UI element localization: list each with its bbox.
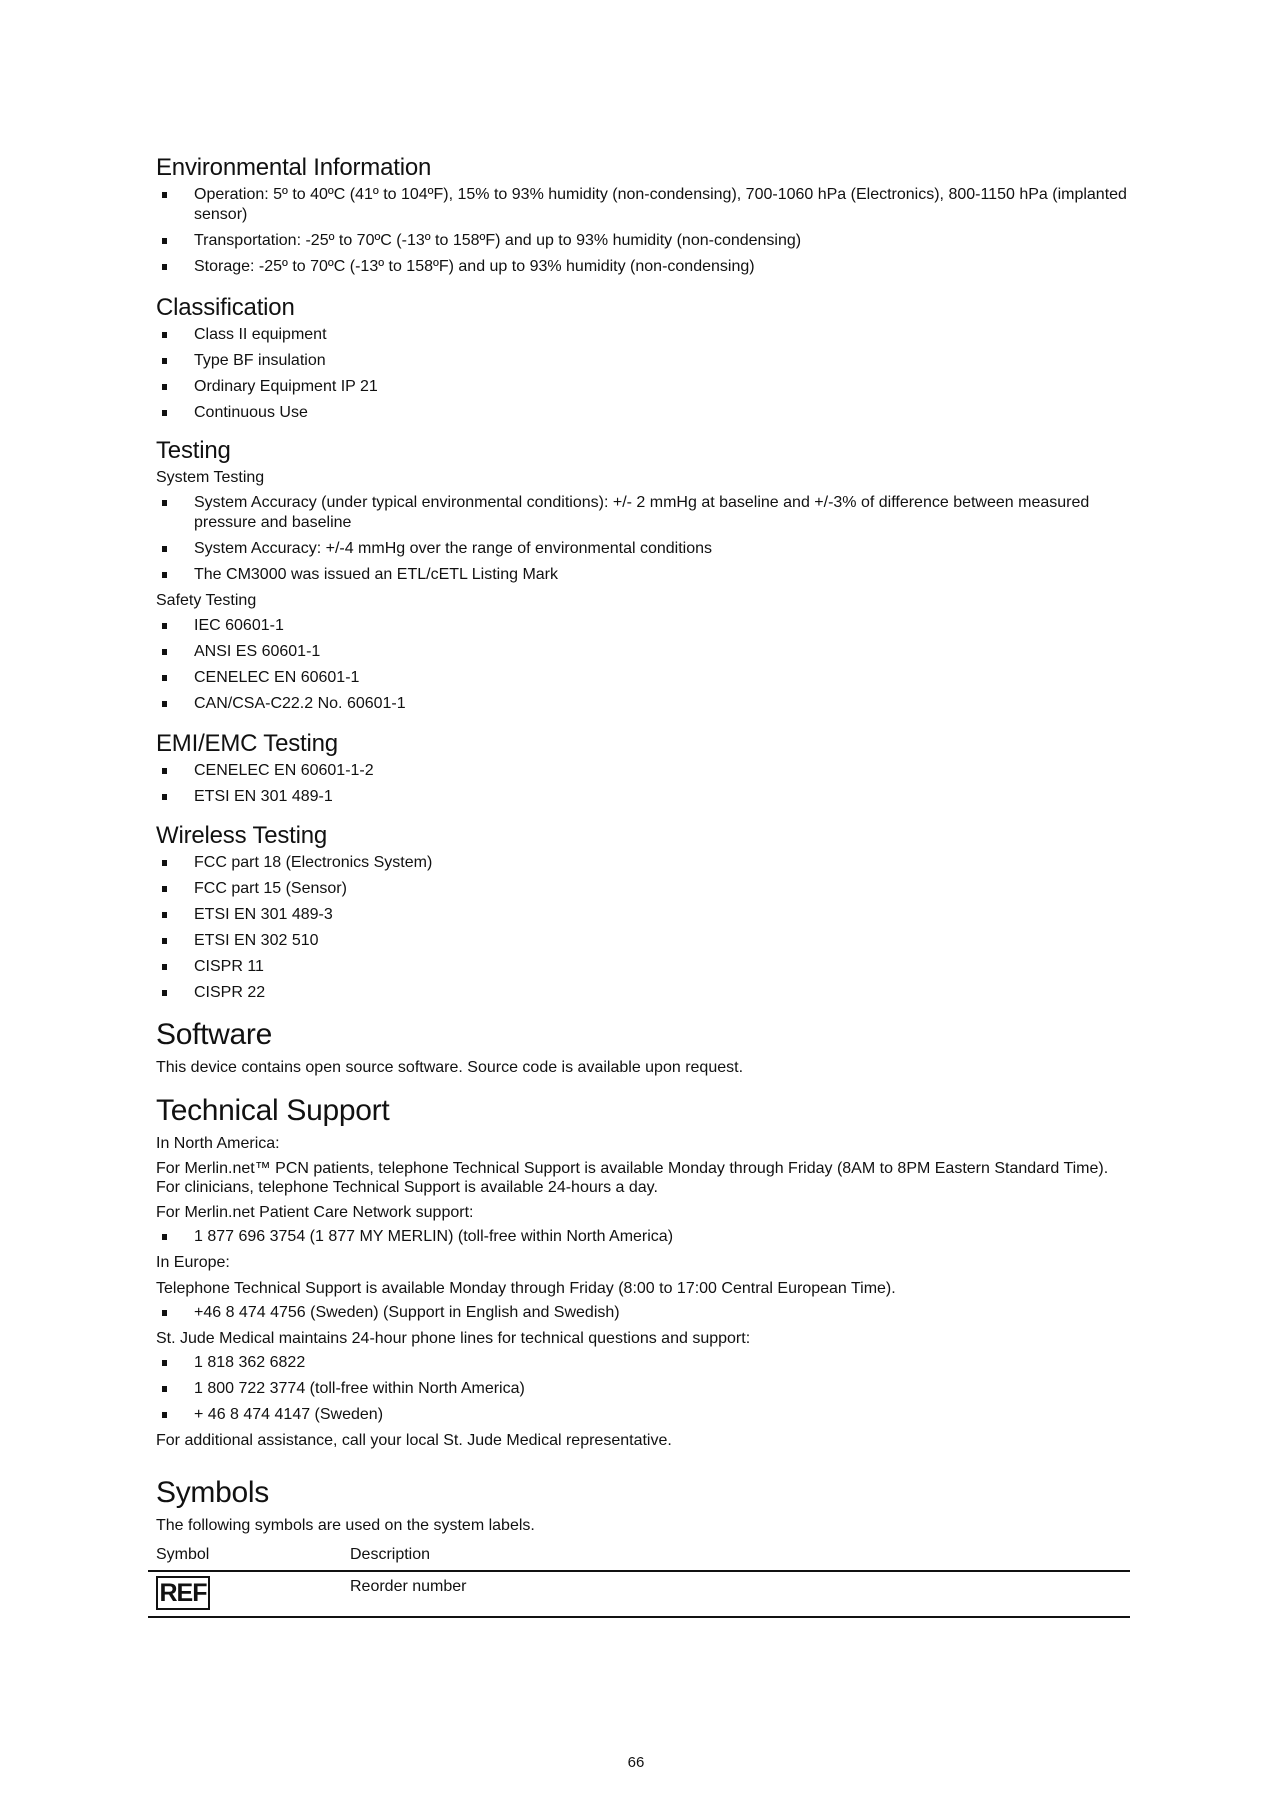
list-item: FCC part 18 (Electronics System) — [156, 853, 1136, 873]
bullet-icon — [162, 1310, 167, 1316]
list-item: System Accuracy (under typical environmental conditions): +/- 2 mmHg at baseline and +/-3% of difference between measured pressure and baseline — [156, 493, 1136, 532]
classification-list — [156, 325, 1136, 423]
europe-phone-list — [156, 1303, 1136, 1323]
europe-text: Telephone Technical Support is available Monday through Friday (8:00 to 17:00 Central European Time). — [156, 1280, 896, 1297]
sjm-phone-list — [156, 1353, 1136, 1425]
safety-testing-list — [156, 616, 1136, 714]
table-rule-bottom — [148, 1616, 1130, 1618]
bullet-icon — [162, 649, 167, 655]
bullet-icon — [162, 860, 167, 866]
system-testing-label: System Testing — [156, 469, 265, 486]
classification-section — [156, 294, 1136, 429]
bullet-icon — [162, 384, 167, 390]
list-item: IEC 60601-1 — [156, 616, 1136, 636]
bullet-icon — [162, 410, 167, 416]
bullet-icon — [162, 238, 167, 244]
europe-label: In Europe: — [156, 1254, 230, 1271]
bullet-icon — [162, 546, 167, 552]
support-closing: For additional assistance, call your local St. Jude Medical representative. — [156, 1432, 672, 1449]
list-item: Operation: 5º to 40ºC (41º to 104ºF), 15% to 93% humidity (non-condensing), 700-1060 hPa (Electronics), 800-1150 hPa (implanted sensor) — [156, 185, 1136, 224]
list-item: Class II equipment — [156, 325, 1136, 345]
software-heading: Software — [156, 1018, 272, 1051]
support-section — [156, 1094, 1136, 1450]
wireless-heading: Wireless Testing — [156, 822, 328, 849]
bullet-icon — [162, 912, 167, 918]
system-testing-list — [156, 493, 1136, 584]
list-item: Type BF insulation — [156, 351, 1136, 371]
table-row — [148, 1572, 1130, 1616]
symbols-table — [148, 1546, 1130, 1618]
list-item: Continuous Use — [156, 403, 1136, 423]
wireless-list — [156, 853, 1136, 1003]
list-item: 1 800 722 3774 (toll-free within North America) — [156, 1379, 1136, 1399]
list-item: CAN/CSA-C22.2 No. 60601-1 — [156, 694, 1136, 714]
bullet-icon — [162, 964, 167, 970]
list-item: System Accuracy: +/-4 mmHg over the range of environmental conditions — [156, 539, 1136, 559]
emi-heading: EMI/EMC Testing — [156, 730, 338, 757]
north-america-label: In North America: — [156, 1135, 280, 1152]
symbols-section — [156, 1476, 1136, 1535]
bullet-icon — [162, 572, 167, 578]
bullet-icon — [162, 701, 167, 707]
symbol-description: Reorder number — [350, 1578, 467, 1595]
bullet-icon — [162, 886, 167, 892]
list-item: 1 818 362 6822 — [156, 1353, 1136, 1373]
bullet-icon — [162, 332, 167, 338]
safety-testing-label: Safety Testing — [156, 591, 257, 609]
list-item: Ordinary Equipment IP 21 — [156, 377, 1136, 397]
pcn-phone-list — [156, 1227, 1136, 1247]
bullet-icon — [162, 768, 167, 774]
environmental-section — [156, 154, 1136, 283]
software-text: This device contains open source software. Source code is available upon request. — [156, 1059, 744, 1076]
environmental-heading: Environmental Information — [156, 154, 432, 181]
north-america-text: For Merlin.net™ PCN patients, telephone Technical Support is available Monday through Friday (8AM to 8PM Eastern Standard Time). For clinicians, telephone Technical Support is available 24-hours a day. — [156, 1160, 1109, 1196]
list-item: +46 8 474 4756 (Sweden) (Support in English and Swedish) — [156, 1303, 1136, 1323]
emi-list — [156, 761, 1136, 807]
bullet-icon — [162, 500, 167, 506]
list-item: ETSI EN 301 489-3 — [156, 905, 1136, 925]
symbols-heading: Symbols — [156, 1476, 269, 1509]
list-item: 1 877 696 3754 (1 877 MY MERLIN) (toll-free within North America) — [156, 1227, 1136, 1247]
bullet-icon — [162, 1386, 167, 1392]
testing-heading: Testing — [156, 437, 231, 464]
bullet-icon — [162, 1234, 167, 1240]
environmental-list — [156, 185, 1136, 276]
list-item: Transportation: -25º to 70ºC (-13º to 158ºF) and up to 93% humidity (non-condensing) — [156, 231, 1136, 251]
bullet-icon — [162, 358, 167, 364]
bullet-icon — [162, 192, 167, 198]
list-item: + 46 8 474 4147 (Sweden) — [156, 1405, 1136, 1425]
list-item: ETSI EN 302 510 — [156, 931, 1136, 951]
bullet-icon — [162, 794, 167, 800]
emi-section — [156, 730, 1136, 813]
bullet-icon — [162, 675, 167, 681]
column-header-description: Description — [350, 1546, 431, 1563]
pcn-support-label: For Merlin.net Patient Care Network support: — [156, 1204, 474, 1221]
ref-symbol-icon: REF — [156, 1576, 210, 1610]
software-section — [156, 1018, 1136, 1077]
column-header-symbol: Symbol — [156, 1546, 210, 1563]
list-item: CISPR 11 — [156, 957, 1136, 977]
classification-heading: Classification — [156, 294, 295, 321]
list-item: ETSI EN 301 489-1 — [156, 787, 1136, 807]
bullet-icon — [162, 1412, 167, 1418]
wireless-section — [156, 822, 1136, 1009]
testing-section — [156, 437, 1136, 720]
list-item: CENELEC EN 60601-1-2 — [156, 761, 1136, 781]
list-item: CENELEC EN 60601-1 — [156, 668, 1136, 688]
table-header — [148, 1546, 1130, 1570]
list-item: The CM3000 was issued an ETL/cETL Listing Mark — [156, 565, 1136, 585]
list-item: FCC part 15 (Sensor) — [156, 879, 1136, 899]
symbols-intro: The following symbols are used on the system labels. — [156, 1517, 535, 1534]
page-number: 66 — [627, 1754, 645, 1771]
bullet-icon — [162, 1360, 167, 1366]
list-item: CISPR 22 — [156, 983, 1136, 1003]
bullet-icon — [162, 938, 167, 944]
bullet-icon — [162, 623, 167, 629]
list-item: ANSI ES 60601-1 — [156, 642, 1136, 662]
list-item: Storage: -25º to 70ºC (-13º to 158ºF) and up to 93% humidity (non-condensing) — [156, 257, 1136, 277]
bullet-icon — [162, 990, 167, 996]
support-heading: Technical Support — [156, 1094, 390, 1127]
bullet-icon — [162, 264, 167, 270]
sjm-label: St. Jude Medical maintains 24-hour phone lines for technical questions and support: — [156, 1330, 751, 1347]
